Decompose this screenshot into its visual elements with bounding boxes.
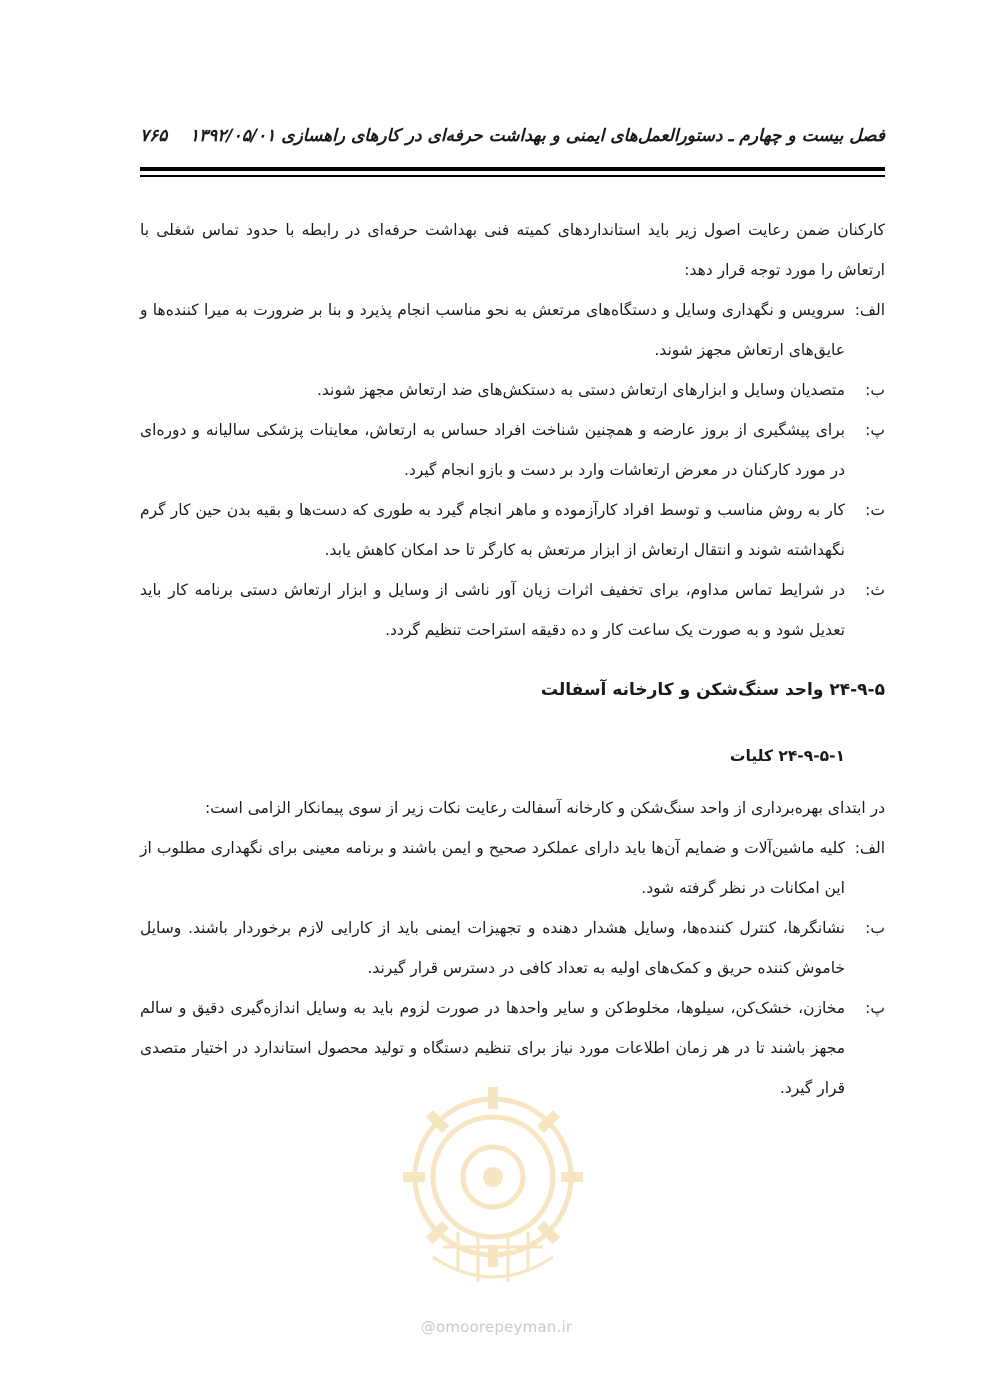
list-marker: ب: — [865, 919, 885, 937]
list-item — [140, 370, 885, 410]
list-item — [140, 410, 885, 490]
list-item-text: در شرایط تماس مداوم، برای تخفیف اثرات زیان آور ناشی از وسایل و ابزار ارتعاش دستی برنامه کار باید تعدیل شود و به صورت یک ساعت کار و ده دقیقه استراحت تنظیم گردد. — [140, 581, 845, 639]
intro-paragraph: کارکنان ضمن رعایت اصول زیر باید استانداردهای کمیته فنی بهداشت حرفه‌ای در رابطه با حدود تماس شغلی با ارتعاش را مورد توجه قرار دهد: — [140, 221, 885, 279]
section-heading: ۲۴-۹-۵ واحد سنگ‌شکن و کارخانه آسفالت — [540, 680, 885, 700]
list-marker: ب: — [865, 381, 885, 399]
gear-seal-logo-icon — [388, 1082, 598, 1297]
list-item — [140, 988, 885, 1108]
header-rule-thick — [140, 167, 885, 171]
list-marker: الف: — [854, 301, 885, 319]
list-item-text: برای پیشگیری از بروز عارضه و همچنین شناخت افراد حساس به ارتعاش، معاینات پزشکی سالیانه و دوره‌ای در مورد کارکنان در معرض ارتعاشات وارد بر دست و بازو انجام گیرد. — [140, 421, 845, 479]
list-item-text: کار به روش مناسب و توسط افراد کارآزموده و ماهر انجام گیرد به طوری که دست‌ها و بقیه بدن حین کار گرم نگهداشته شوند و انتقال ارتعاش از ابزار مرتعش به کارگر تا حد امکان کاهش یابد. — [140, 501, 845, 559]
list-item-text: نشانگرها، کنترل کننده‌ها، وسایل هشدار دهنده و تجهیزات ایمنی باید از کارایی لازم برخوردار باشند. وسایل خاموش کننده حریق و کمک‌های اولیه به تعداد کافی در دسترس قرار گیرند. — [140, 919, 845, 977]
list-marker: پ: — [865, 999, 885, 1017]
list-item-text: متصدیان وسایل و ابزارهای ارتعاش دستی به دستکش‌های ضد ارتعاش مجهز شوند. — [316, 381, 845, 399]
list-item — [140, 570, 885, 650]
vibration-rules-list — [140, 290, 885, 650]
list-item-text: مخازن، خشک‌کن، سیلوها، مخلوط‌کن و سایر واحدها در صورت لزوم باید به وسایل اندازه‌گیری دقیق و سالم مجهز باشند تا در هر زمان اطلاعات مورد نیاز برای تنظیم دستگاه و تولید محصول استاندارد در اختیار متصدی قرار گیرد. — [140, 999, 845, 1097]
list-marker: پ: — [865, 421, 885, 439]
list-marker: الف: — [854, 839, 885, 857]
list-item — [140, 490, 885, 570]
header-rule-thin — [140, 175, 885, 177]
list-item-text: کلیه ماشین‌آلات و ضمایم آن‌ها باید دارای عملکرد صحیح و ایمن باشند و برنامه معینی برای نگهداری مطلوب از این امکانات در نظر گرفته شود. — [140, 839, 845, 897]
page-body — [140, 210, 885, 1108]
section-intro-paragraph: در ابتدای بهره‌برداری از واحد سنگ‌شکن و کارخانه آسفالت رعایت نکات زیر از سوی پیمانکار الزامی است: — [205, 799, 885, 817]
list-marker: ث: — [865, 581, 885, 599]
list-item — [140, 828, 885, 908]
asphalt-plant-rules-list — [140, 828, 885, 1108]
list-marker: ت: — [865, 501, 885, 519]
page-header — [140, 126, 885, 166]
list-item-text: سرویس و نگهداری وسایل و دستگاه‌های مرتعش به نحو مناسب انجام پذیرد و بنا بر ضرورت به میرا کننده‌ها و عایق‌های ارتعاش مجهز شوند. — [140, 301, 845, 359]
page-number: ۷۶۵ — [140, 126, 168, 146]
header-title: فصل بیست و چهارم ـ دستورالعمل‌های ایمنی و بهداشت حرفه‌ای در کارهای راهسازی ۱۳۹۲/۰۵/۰۱ — [189, 126, 885, 146]
list-item — [140, 908, 885, 988]
list-item — [140, 290, 885, 370]
watermark-url: @omoorepeyman.ir — [420, 1318, 573, 1336]
subsection-heading: ۲۴-۹-۵-۱ کلیات — [729, 747, 845, 765]
